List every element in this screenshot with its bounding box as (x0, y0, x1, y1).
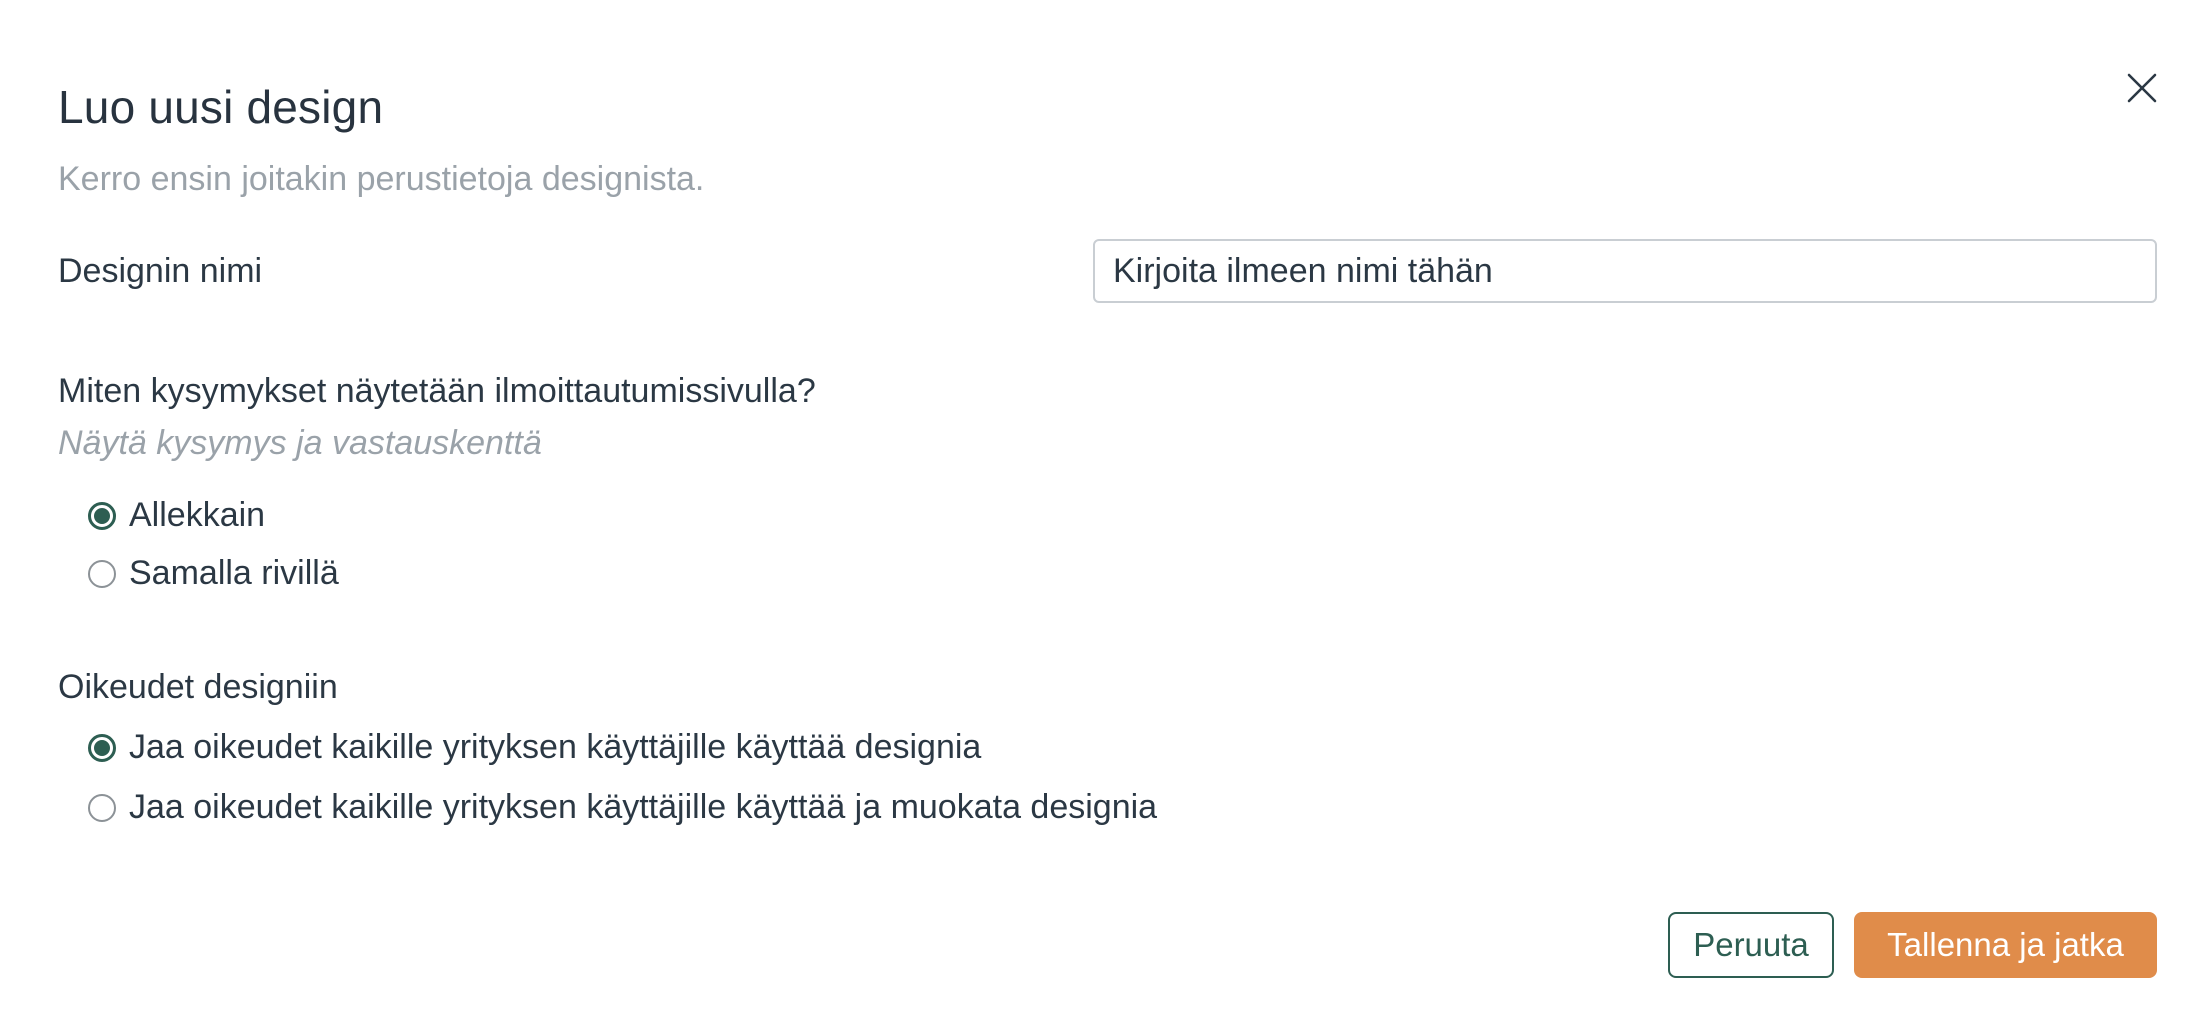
radio-option-rights-use[interactable] (88, 728, 981, 767)
design-name-input[interactable] (1093, 239, 2157, 303)
close-icon (2125, 71, 2159, 105)
radio-button-icon[interactable] (88, 734, 116, 762)
radio-option-label: Samalla rivillä (129, 554, 339, 592)
radio-button-icon[interactable] (88, 794, 116, 822)
radio-option-same-row[interactable] (88, 554, 339, 593)
radio-option-stacked[interactable] (88, 496, 265, 535)
display-question-heading: Miten kysymykset näytetään ilmoittautumissivulla? (58, 372, 816, 410)
page-subtitle: Kerro ensin joitakin perustietoja designista. (58, 160, 705, 198)
design-name-label: Designin nimi (58, 252, 263, 290)
display-question-hint: Näytä kysymys ja vastauskenttä (58, 424, 542, 462)
radio-option-label: Allekkain (129, 496, 266, 534)
radio-option-label: Jaa oikeudet kaikille yrityksen käyttäjille käyttää ja muokata designia (129, 788, 1158, 826)
radio-button-icon[interactable] (88, 502, 116, 530)
rights-section-label: Oikeudet designiin (58, 668, 338, 706)
page-title: Luo uusi design (58, 81, 384, 133)
radio-option-rights-use-edit[interactable] (88, 788, 1157, 827)
close-button[interactable] (2121, 67, 2163, 109)
radio-option-label: Jaa oikeudet kaikille yrityksen käyttäjille käyttää designia (129, 728, 982, 766)
radio-button-icon[interactable] (88, 560, 116, 588)
save-and-continue-button[interactable]: Tallenna ja jatka (1854, 912, 2157, 978)
cancel-button[interactable]: Peruuta (1668, 912, 1834, 978)
